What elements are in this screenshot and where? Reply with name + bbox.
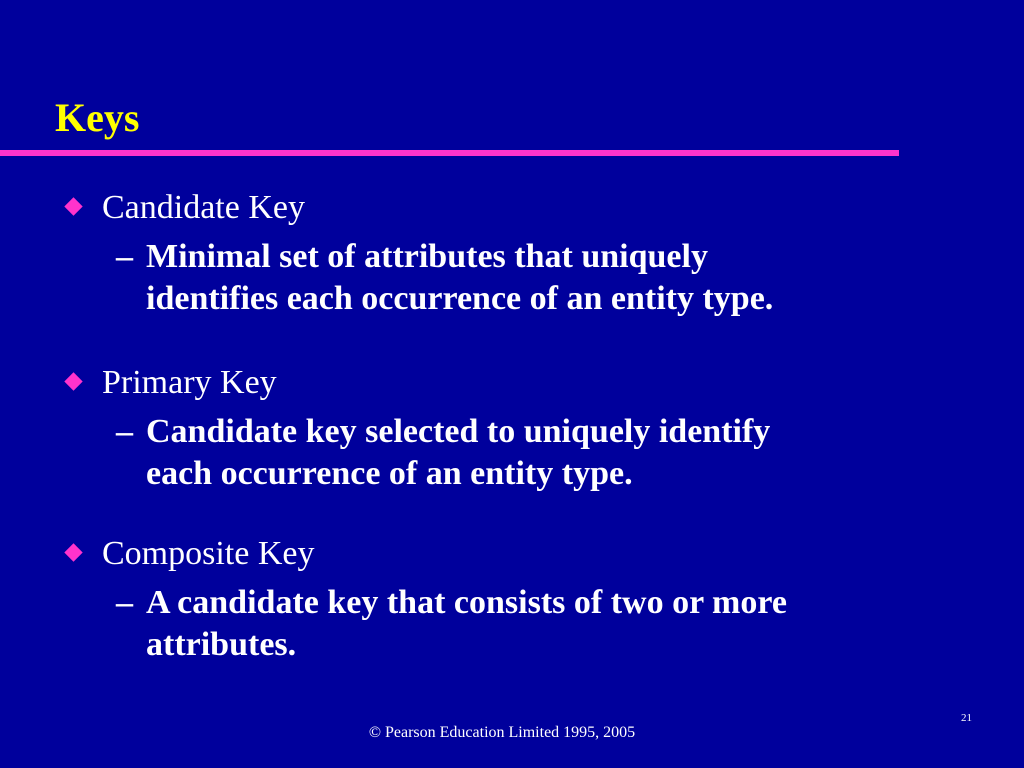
detail-line: Candidate key selected to uniquely identify	[146, 413, 771, 450]
bullet-heading: Composite Key	[102, 535, 315, 572]
title-divider	[0, 150, 899, 156]
detail-line: attributes.	[146, 626, 297, 663]
bullet-item-primary-key	[66, 363, 906, 495]
detail-line: A candidate key that consists of two or more	[146, 584, 787, 621]
detail-line: each occurrence of an entity type.	[146, 455, 633, 492]
bullet-detail	[66, 236, 906, 320]
bullet-detail	[66, 582, 906, 666]
bullet-item-composite-key	[66, 534, 906, 666]
detail-line: identifies each occurrence of an entity type.	[146, 280, 774, 317]
slide-title: Keys	[55, 95, 140, 140]
dash-marker: –	[116, 584, 133, 621]
diamond-bullet-icon	[64, 372, 82, 390]
dash-marker: –	[116, 238, 133, 275]
bullet-item-candidate-key	[66, 188, 906, 320]
footer-copyright: © Pearson Education Limited 1995, 2005	[368, 724, 636, 741]
bullet-heading: Candidate Key	[102, 189, 305, 226]
dash-marker: –	[116, 413, 133, 450]
bullet-heading: Primary Key	[102, 364, 277, 401]
diamond-bullet-icon	[64, 543, 82, 561]
bullet-detail	[66, 411, 906, 495]
page-number: 21	[961, 712, 972, 724]
diamond-bullet-icon	[64, 197, 82, 215]
detail-line: Minimal set of attributes that uniquely	[146, 238, 708, 275]
